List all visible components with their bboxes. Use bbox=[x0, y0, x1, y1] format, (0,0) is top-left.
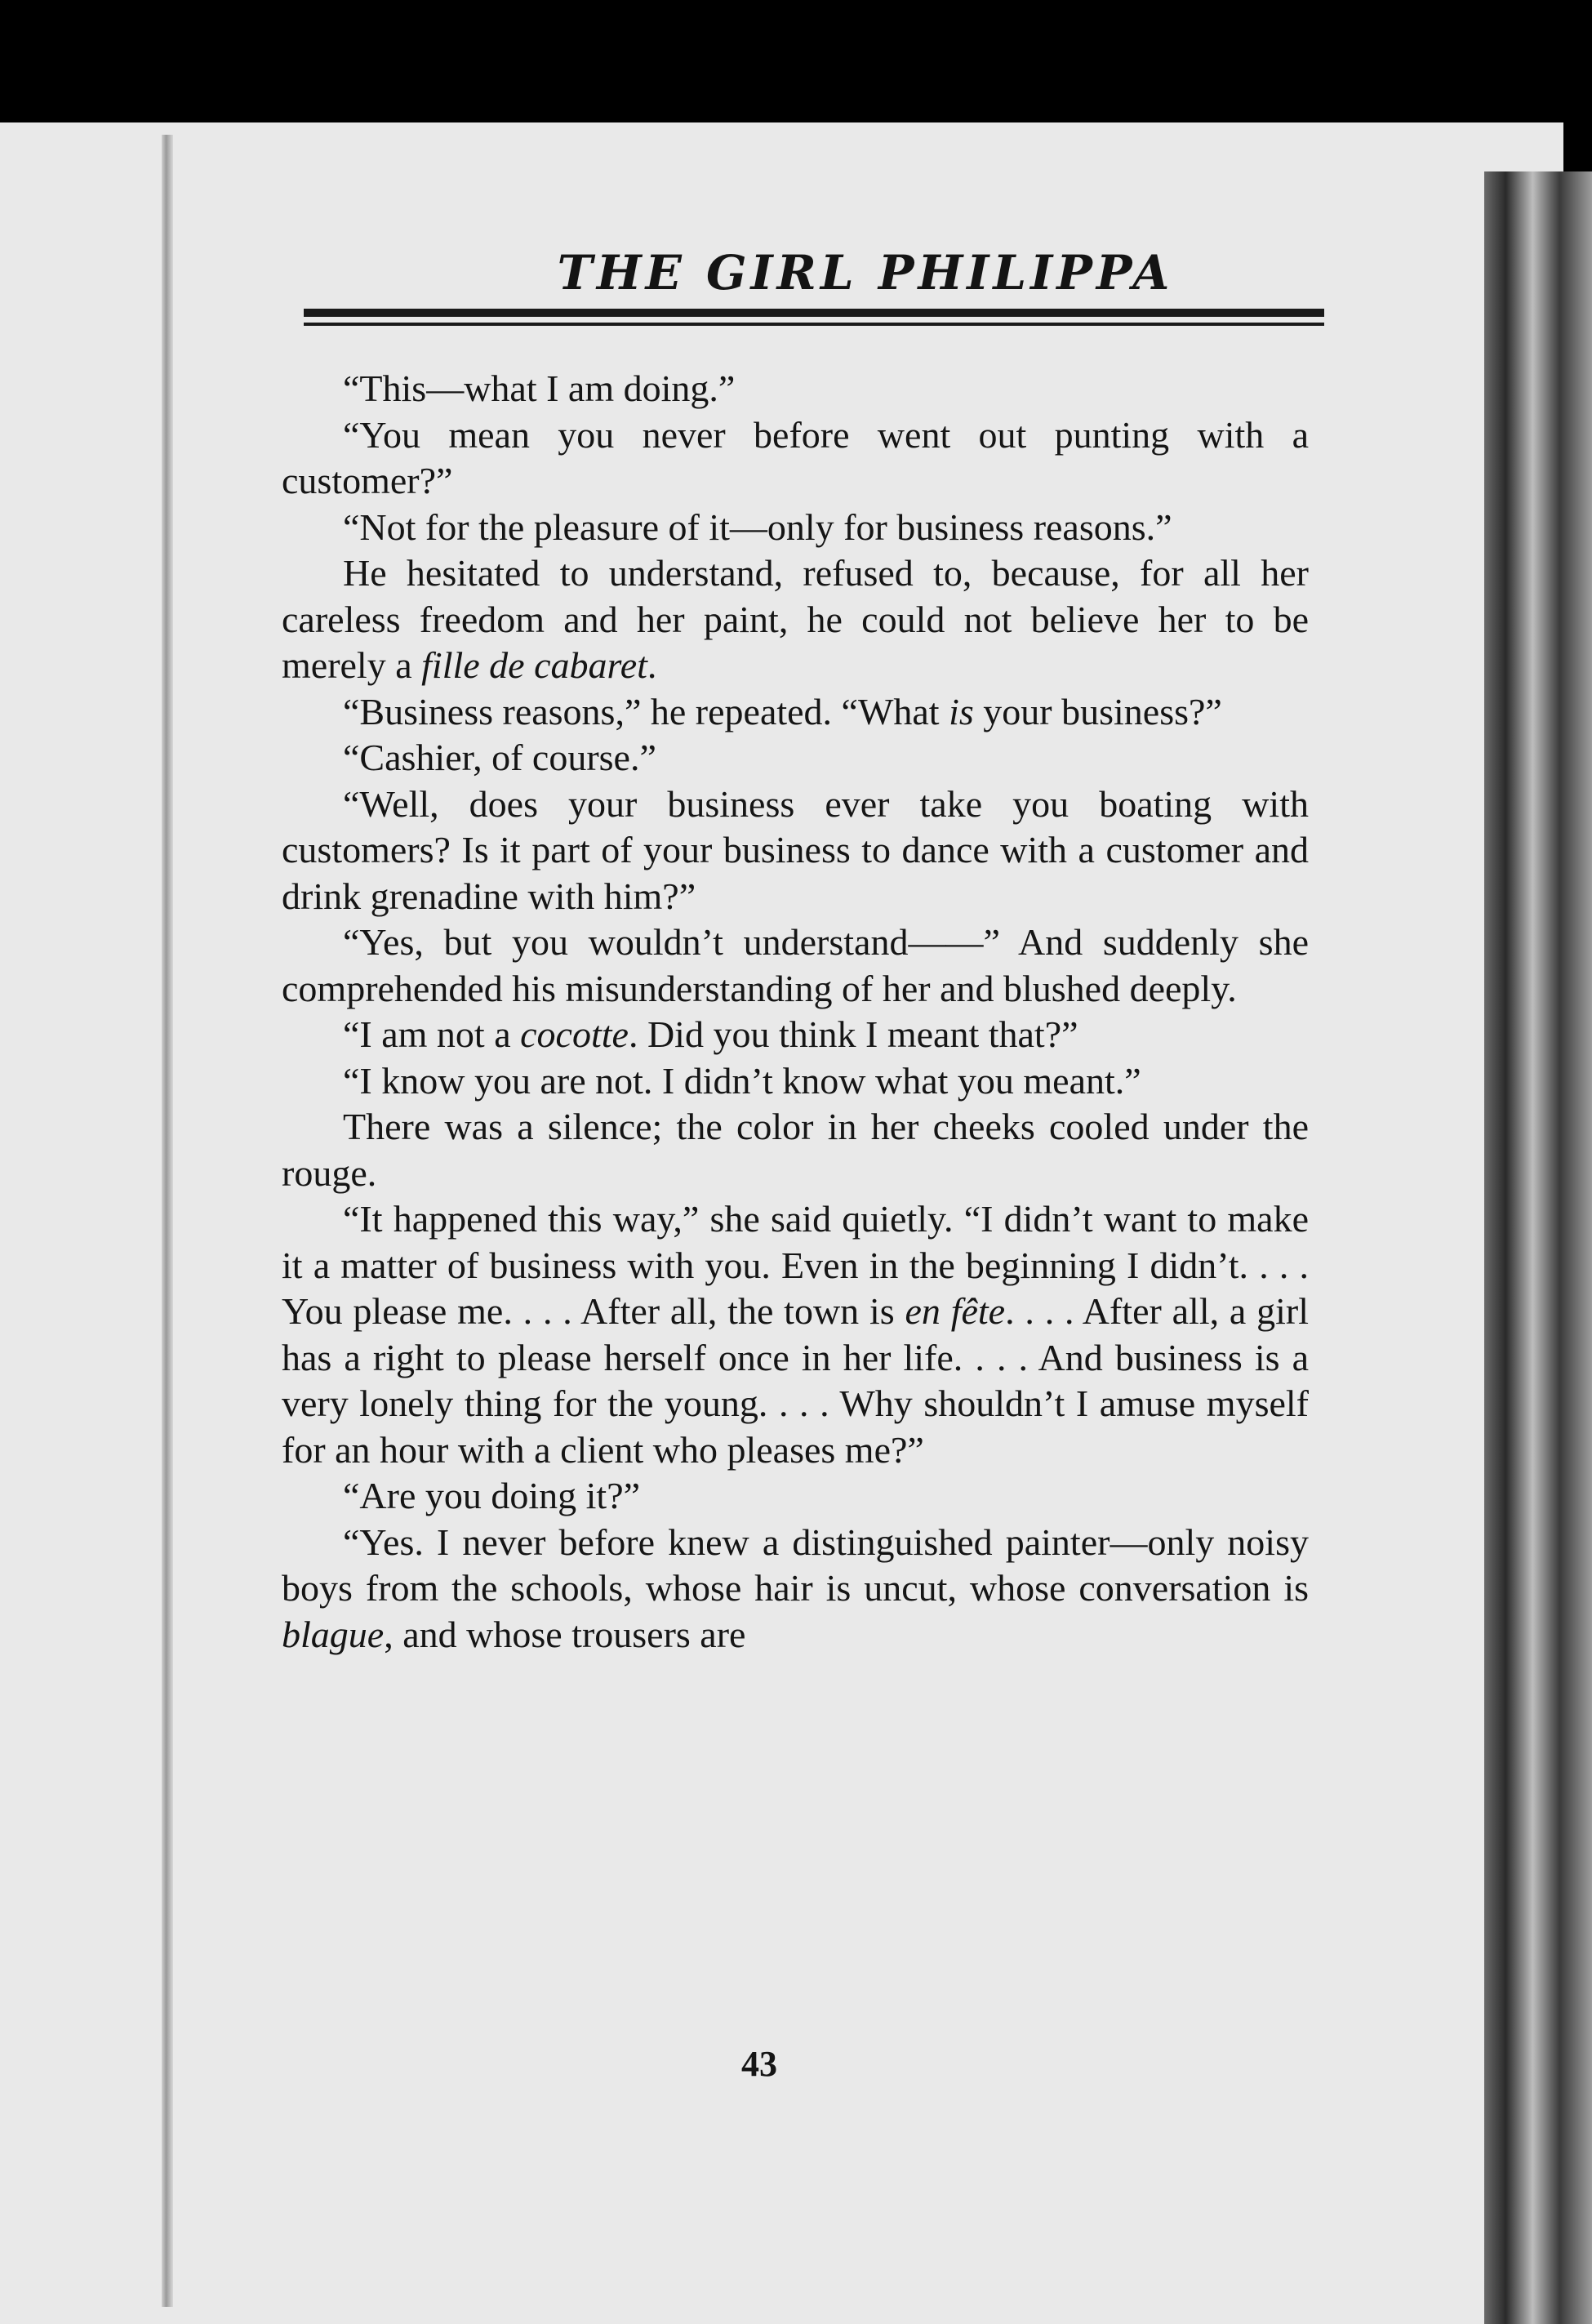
paragraph: “This—what I am doing.” bbox=[343, 367, 736, 409]
paragraph: “Business reasons,” he repeated. “What is your business?” bbox=[343, 690, 1222, 732]
paragraph: “Are you doing it?” bbox=[343, 1475, 641, 1516]
paragraph: “Well, does your business ever take you boating with customers? Is it part of your business to dance with a customer and drink grenadine with him?” bbox=[282, 782, 1309, 917]
page-edge-right bbox=[1484, 171, 1592, 2324]
paragraph: “Cashier, of course.” bbox=[343, 737, 656, 778]
paragraph: There was a silence; the color in her cheeks cooled under the rouge. bbox=[282, 1106, 1309, 1194]
paragraph: He hesitated to understand, refused to, because, for all her careless freedom and her paint, he could not believe her to be merely a fille de cabaret. bbox=[282, 552, 1309, 686]
paragraph: “I know you are not. I didn’t know what you meant.” bbox=[343, 1059, 1141, 1102]
paragraph: “Yes. I never before knew a distinguished painter—only noisy boys from the schools, whose hair is uncut, whose conversation is blague, and whose trousers are bbox=[282, 1520, 1309, 1655]
paragraph: “You mean you never before went out punting with a customer?” bbox=[282, 413, 1309, 501]
page-gutter-left bbox=[162, 135, 173, 2307]
paragraph: “It happened this way,” she said quietly. “I didn’t want to make it a matter of business with you. Even in the beginning I didn’t. . . . You please me. . . . After all, the town is en fête. . . . After all, a girl has a right to please herself once in her life. . . . And business is a very lonely thing for the young. . . . Why shouldn’t I amuse myself for an hour with a client who pleases me?” bbox=[282, 1198, 1310, 1471]
body-text bbox=[282, 366, 1309, 1658]
paragraph: “I am not a cocotte. Did you think I meant that?” bbox=[343, 1013, 1078, 1055]
paragraph: “Yes, but you wouldn’t understand——” And suddenly she comprehended his misunderstanding of her and blushed deeply. bbox=[282, 921, 1309, 1009]
header-rule-thick bbox=[304, 309, 1324, 317]
paragraph: “Not for the pleasure of it—only for business reasons.” bbox=[343, 505, 1172, 548]
page-number: 43 bbox=[741, 2044, 777, 2084]
header-rule-thin bbox=[304, 323, 1324, 326]
running-head: THE GIRL PHILIPPA bbox=[557, 245, 1174, 301]
